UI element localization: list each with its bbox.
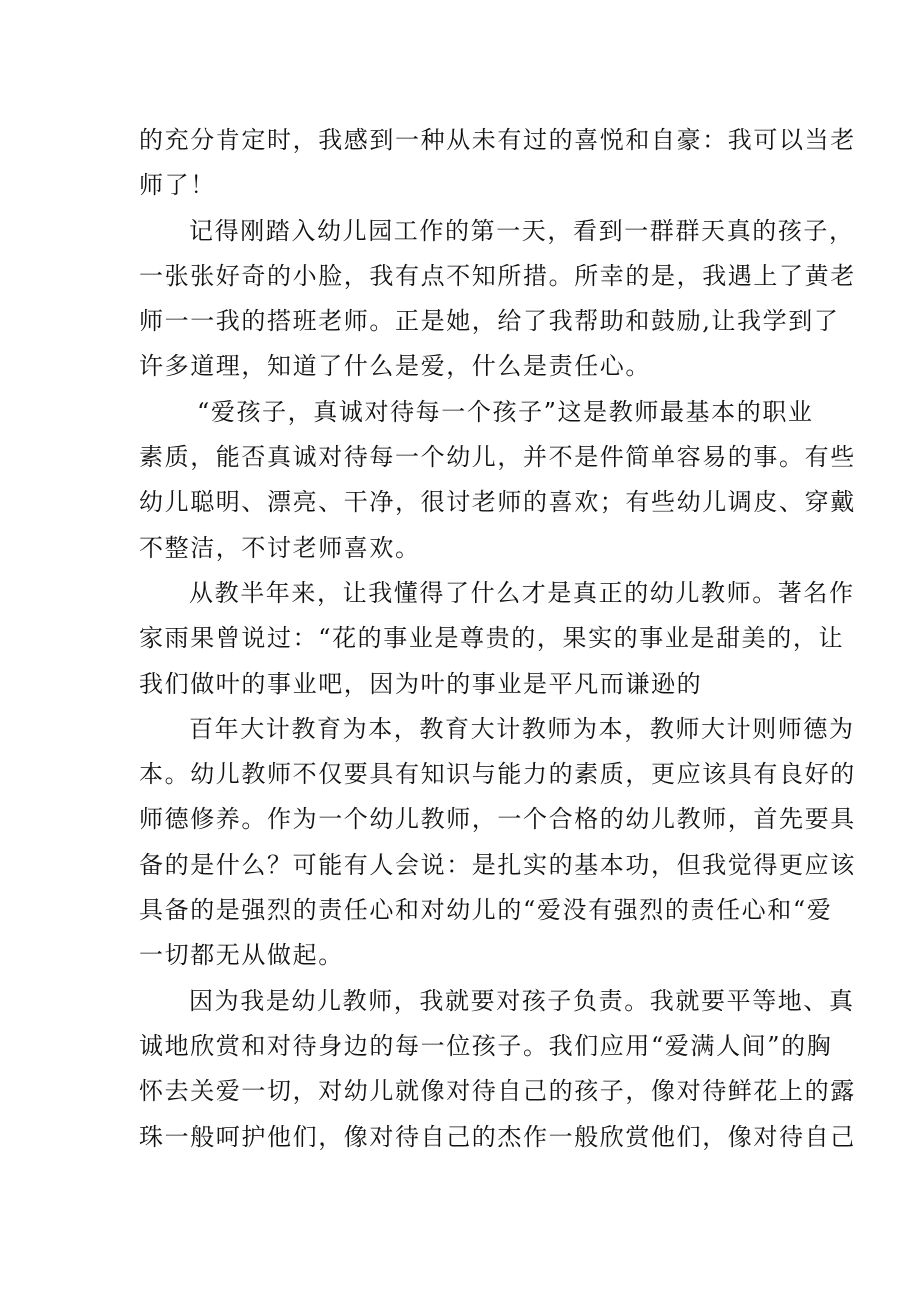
text-line: 记得刚踏入幼儿园工作的第一天，看到一群群天真的孩子，	[189, 216, 855, 245]
text-line: 师德修养。作为一个幼儿教师，一个合格的幼儿教师，首先要具	[139, 805, 856, 834]
text-line: 一切都无从做起。	[139, 941, 344, 970]
text-line: 幼儿聪明、漂亮、干净，很讨老师的喜欢；有些幼儿调皮、穿戴	[139, 488, 856, 517]
text-line: 许多道理，知道了什么是爱，什么是责任心。	[139, 352, 651, 381]
text-line: 师一一我的搭班老师。正是她，给了我帮助和鼓励,让我学到了	[139, 307, 840, 336]
text-line: 素质，能否真诚对待每一个幼儿，并不是件简单容易的事。有些	[139, 443, 856, 472]
text-line: 诚地欣赏和对待身边的每一位孩子。我们应用“爱满人间”的胸	[139, 1031, 833, 1060]
text-line: 家雨果曾说过：“花的事业是尊贵的，果实的事业是甜美的，让	[139, 624, 845, 653]
text-line: 具备的是强烈的责任心和对幼儿的“爱没有强烈的责任心和“爱	[139, 896, 833, 925]
text-line: 不整洁，不讨老师喜欢。	[139, 533, 421, 562]
text-line: 我们做叶的事业吧，因为叶的事业是平凡而谦逊的	[139, 669, 703, 698]
text-line: 因为我是幼儿教师，我就要对孩子负责。我就要平等地、真	[189, 986, 855, 1015]
text-line: “爱孩子，真诚对待每一个孩子”这是教师最基本的职业	[197, 397, 814, 426]
text-line: 师了！	[139, 171, 216, 200]
text-line: 本。幼儿教师不仅要具有知识与能力的素质，更应该具有良好的	[139, 760, 856, 789]
text-line: 备的是什么？可能有人会说：是扎实的基本功，但我觉得更应该	[139, 850, 856, 879]
document-body	[139, 118, 856, 1160]
text-line: 从教半年来，让我懂得了什么才是真正的幼儿教师。著名作	[189, 578, 855, 607]
text-line: 的充分肯定时，我感到一种从未有过的喜悦和自豪：我可以当老	[139, 126, 856, 154]
text-line: 怀去关爱一切，对幼儿就像对待自己的孩子，像对待鲜花上的露	[139, 1077, 856, 1106]
text-line: 珠一般呵护他们，像对待自己的杰作一般欣赏他们，像对待自己	[139, 1122, 856, 1151]
text-line: 百年大计教育为本，教育大计教师为本，教师大计则师德为	[189, 714, 855, 743]
text-line: 一张张好奇的小脸，我有点不知所措。所幸的是，我遇上了黄老	[139, 261, 856, 290]
